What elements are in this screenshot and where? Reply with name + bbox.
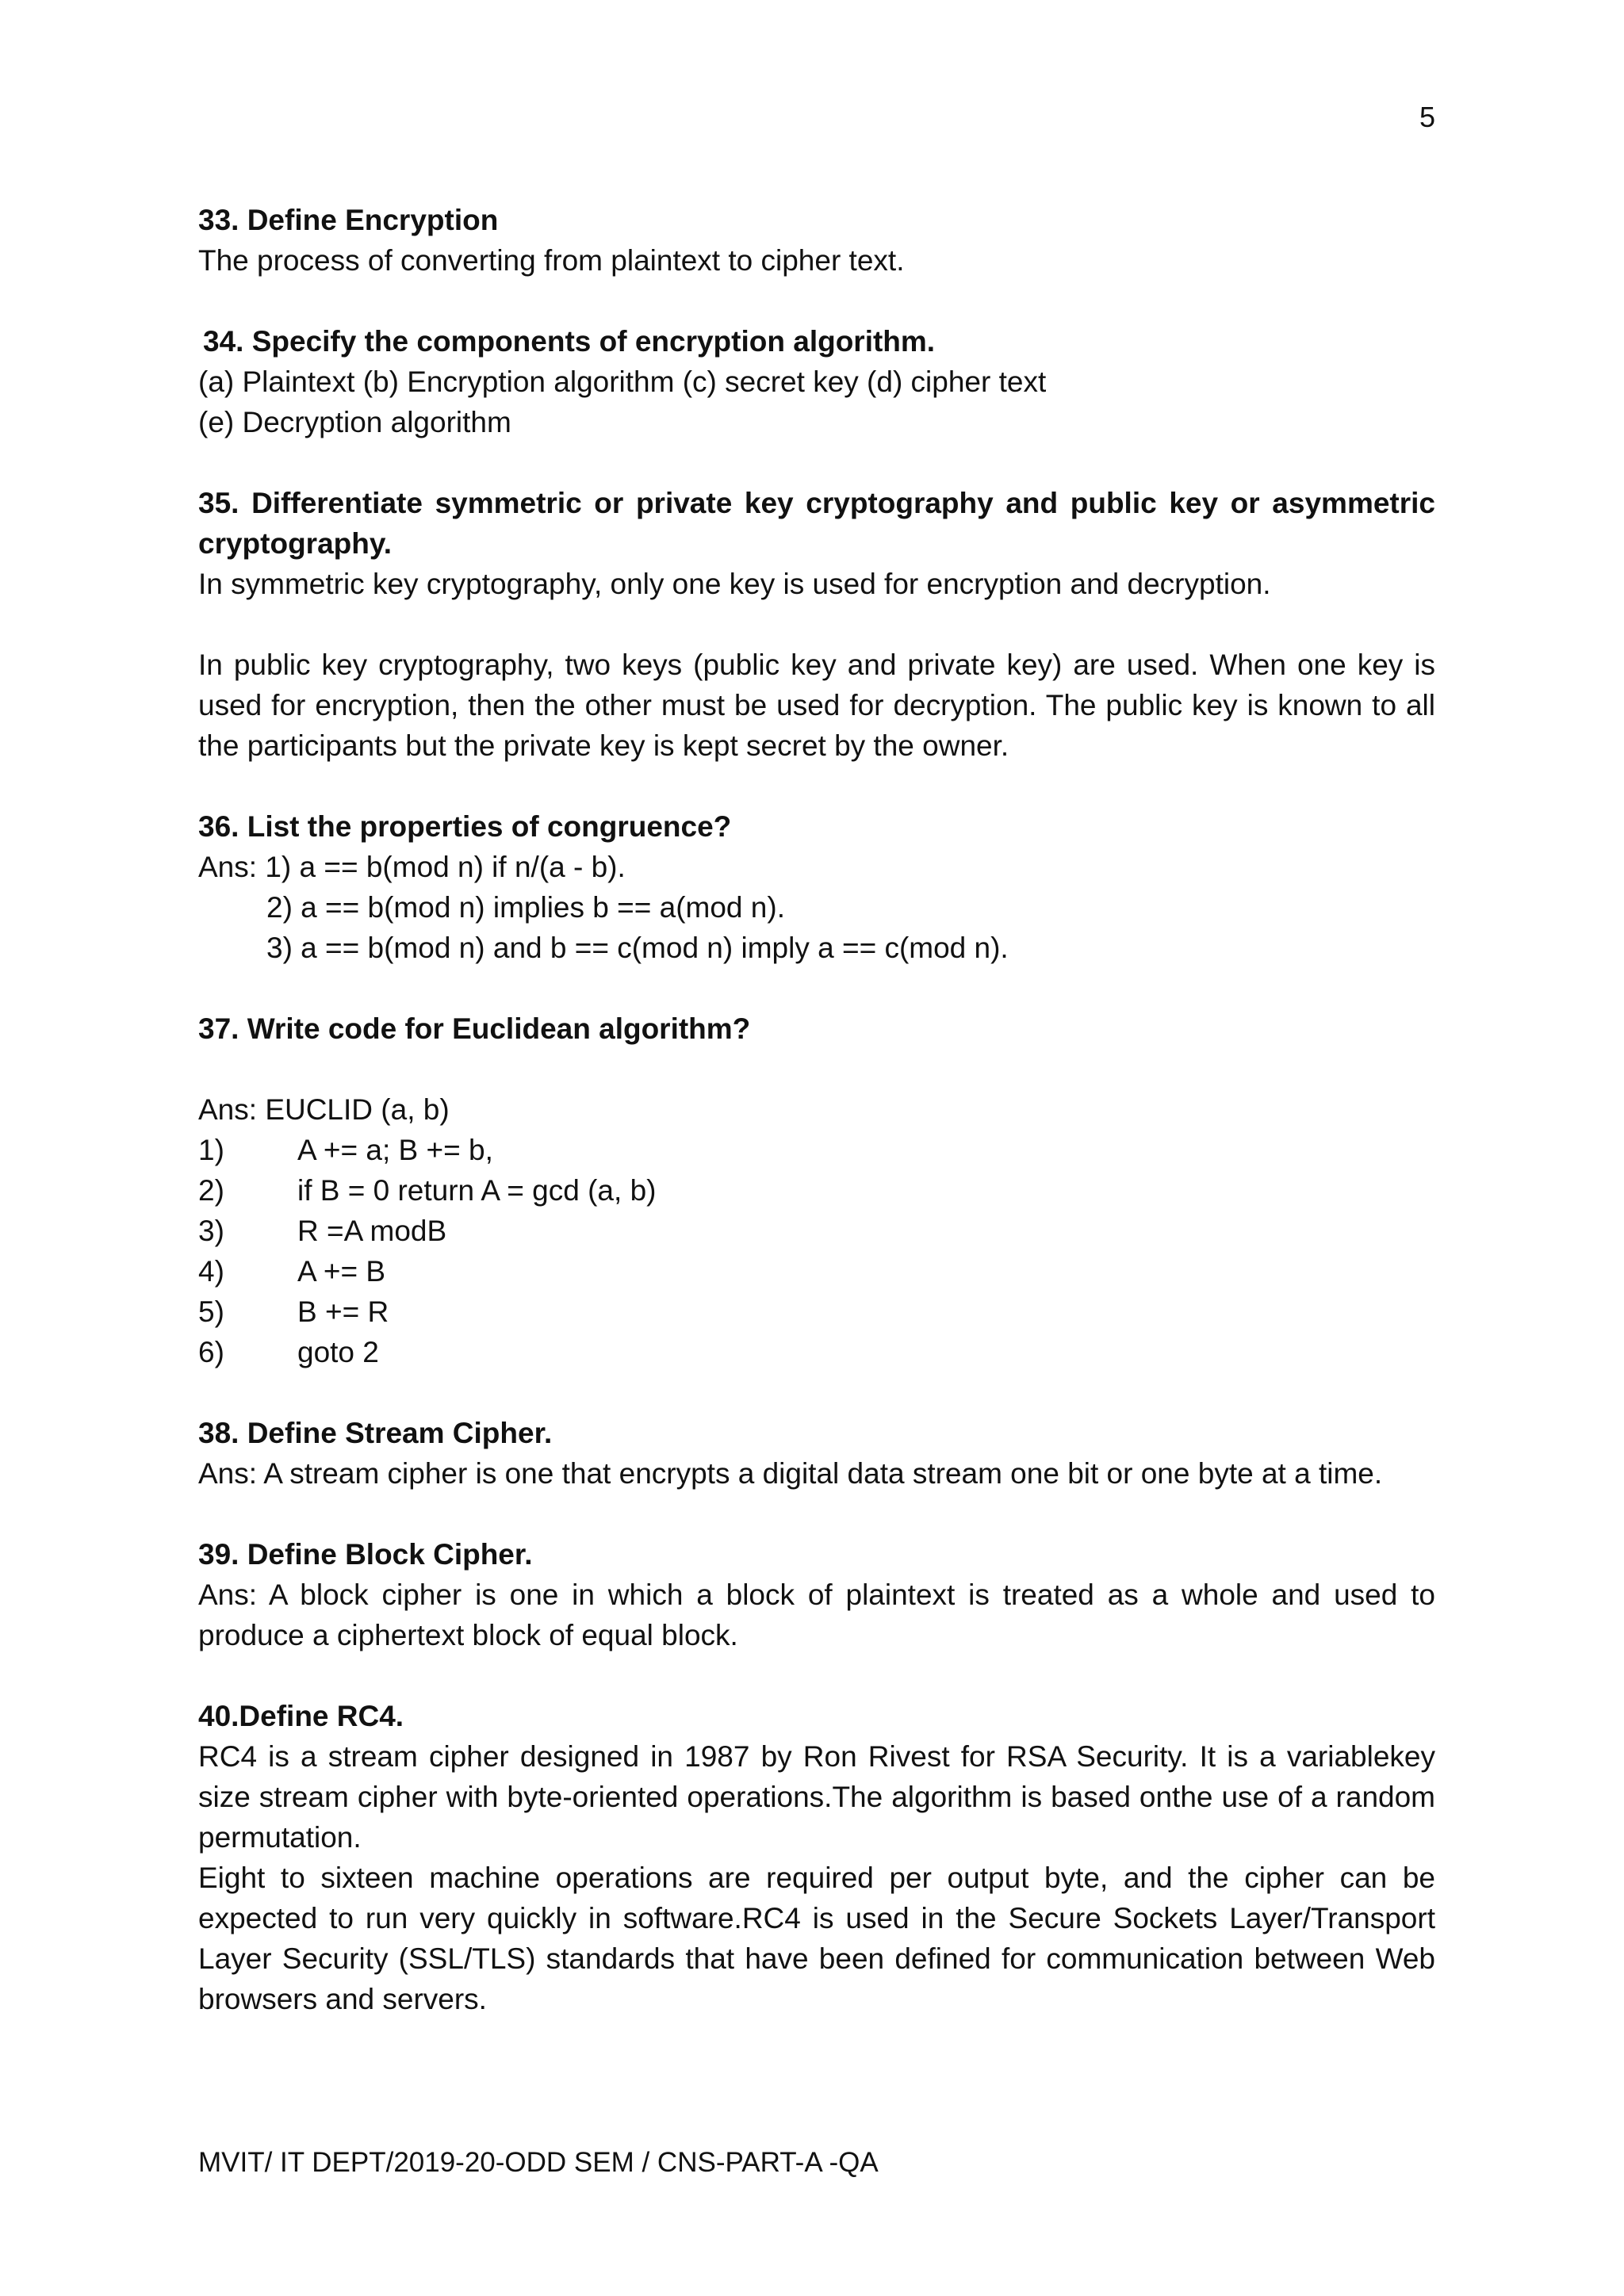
question-37-title: 37. Write code for Euclidean algorithm? <box>198 1012 751 1045</box>
euclid-step-text: if B = 0 return A = gcd (a, b) <box>297 1174 657 1207</box>
page-footer: MVIT/ IT DEPT/2019-20-ODD SEM / CNS-PART-A -QA <box>198 2147 879 2178</box>
euclid-step-number: 1) <box>198 1134 224 1166</box>
congruence-property-2: 2) a == b(mod n) implies b == a(mod n). <box>266 891 785 924</box>
question-35 <box>198 483 1435 766</box>
question-40-answer-para-2: Eight to sixteen machine operations are required per output byte, and the cipher can be expected to run very quickly in software.RC4 is used in the Secure Sockets Layer/Transport Layer Security (SSL/TLS) standards that have been defined for communication between Web browsers and servers. <box>198 1862 1435 2015</box>
euclid-step <box>198 1251 1435 1292</box>
question-38-title: 38. Define Stream Cipher. <box>198 1417 553 1449</box>
euclid-step-number: 5) <box>198 1295 224 1328</box>
question-40 <box>198 1696 1435 2019</box>
question-36-title: 36. List the properties of congruence? <box>198 810 732 843</box>
euclid-step-number: 6) <box>198 1336 224 1368</box>
question-33-title: 33. Define Encryption <box>198 204 499 236</box>
euclid-step <box>198 1130 1435 1170</box>
euclid-step-text: A += B <box>297 1255 386 1288</box>
spacer <box>198 1372 1435 1413</box>
question-40-answer-para-1: RC4 is a stream cipher designed in 1987 by Ron Rivest for RSA Security. It is a variablekey size stream cipher with byte-oriented operations.The algorithm is based onthe use of a random permutation. <box>198 1740 1435 1854</box>
euclid-step <box>198 1170 1435 1211</box>
spacer <box>198 766 1435 806</box>
question-39-title: 39. Define Block Cipher. <box>198 1538 533 1571</box>
spacer <box>198 968 1435 1008</box>
question-39 <box>198 1534 1435 1655</box>
question-38 <box>198 1413 1435 1494</box>
question-34 <box>198 321 1435 442</box>
euclid-step-text: B += R <box>297 1295 389 1328</box>
question-35-title: 35. Differentiate symmetric or private key cryptography and public key or asymmetric cryptography. <box>198 487 1435 560</box>
question-39-answer: Ans: A block cipher is one in which a block of plaintext is treated as a whole and used to produce a ciphertext block of equal block. <box>198 1578 1435 1651</box>
question-38-answer: Ans: A stream cipher is one that encrypts a digital data stream one bit or one byte at a time. <box>198 1457 1383 1490</box>
euclid-step-text: goto 2 <box>297 1336 379 1368</box>
euclid-step <box>198 1211 1435 1251</box>
spacer <box>198 1049 1435 1089</box>
euclid-step-number: 2) <box>198 1174 224 1207</box>
euclid-step <box>198 1292 1435 1332</box>
spacer <box>198 442 1435 483</box>
spacer <box>198 1655 1435 1696</box>
euclid-step <box>198 1332 1435 1372</box>
question-34-title: 34. Specify the components of encryption algorithm. <box>203 325 936 358</box>
question-35-answer-public-key: In public key cryptography, two keys (public key and private key) are used. When one key is used for encryption, then the other must be used for decryption. The public key is known to all the participants but the private key is kept secret by the owner. <box>198 649 1435 762</box>
spacer <box>198 281 1435 321</box>
question-34-answer-line-1: (a) Plaintext (b) Encryption algorithm (c) secret key (d) cipher text <box>198 365 1047 398</box>
question-40-title: 40.Define RC4. <box>198 1700 404 1732</box>
question-33-answer: The process of converting from plaintext to cipher text. <box>198 244 905 277</box>
euclid-step-text: R =A modB <box>297 1215 447 1247</box>
euclid-step-number: 4) <box>198 1255 224 1288</box>
question-35-answer-symmetric: In symmetric key cryptography, only one key is used for encryption and decryption. <box>198 568 1271 600</box>
spacer <box>198 604 1435 645</box>
page-content <box>198 200 1435 2019</box>
spacer <box>198 1494 1435 1534</box>
euclid-step-text: A += a; B += b, <box>297 1134 493 1166</box>
question-33 <box>198 200 1435 281</box>
euclid-step-number: 3) <box>198 1215 224 1247</box>
question-34-answer-line-2: (e) Decryption algorithm <box>198 406 511 438</box>
euclid-header: Ans: EUCLID (a, b) <box>198 1093 450 1126</box>
question-37 <box>198 1008 1435 1372</box>
question-36 <box>198 806 1435 968</box>
congruence-property-3: 3) a == b(mod n) and b == c(mod n) imply a == c(mod n). <box>266 932 1009 964</box>
congruence-property-1: Ans: 1) a == b(mod n) if n/(a - b). <box>198 851 626 883</box>
page-number: 5 <box>1419 101 1436 133</box>
